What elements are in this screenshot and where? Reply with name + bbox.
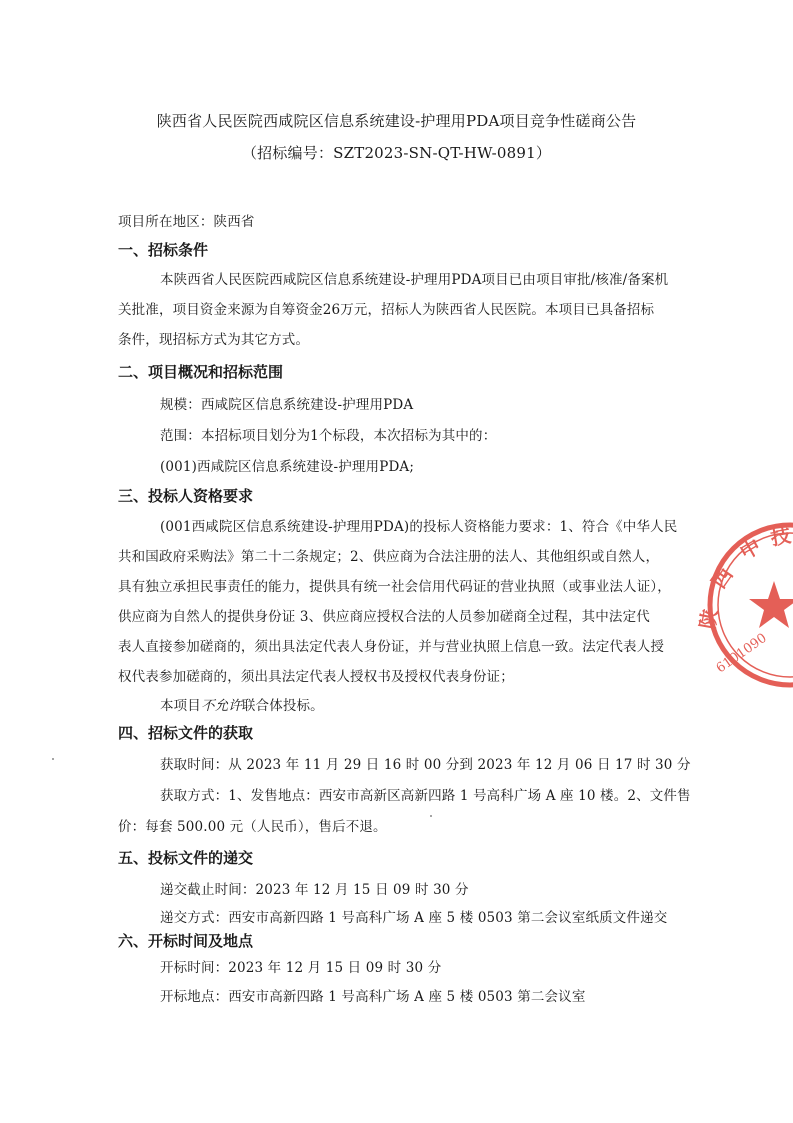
- section-6-time: 开标时间：2023 年 12 月 15 日 09 时 30 分: [160, 960, 442, 976]
- consortium-not-allowed: 不允许: [200, 698, 242, 714]
- section-6-place: 开标地点：西安市高新四路 1 号高科广场 A 座 5 楼 0503 第二会议室: [160, 989, 586, 1005]
- section-3-line-6: 权代表参加磋商的，须出具法定代表人授权书及授权代表身份证；: [118, 669, 514, 685]
- svg-text:中: 中: [735, 533, 765, 565]
- section-3-line-3: 具有独立承担民事责任的能力，提供具有统一社会信用代码证的营业执照（或事业法人证），: [118, 579, 671, 595]
- svg-text:技: 技: [768, 522, 793, 550]
- consortium-prefix: 本项目: [160, 698, 201, 714]
- section-2-scale: 规模：西咸院区信息系统建设-护理用PDA: [160, 397, 414, 413]
- section-4-method-1: 获取方式：1、发售地点：西安市高新区高新四路 1 号高科广场 A 座 10 楼。2、文件售: [160, 788, 691, 804]
- section-1-line-1: 本陕西省人民医院西咸院区信息系统建设-护理用PDA项目已由项目审批/核准/备案机: [160, 272, 669, 288]
- section-3-line-1: (001西咸院区信息系统建设-护理用PDA)的投标人资格能力要求：1、符合《中华人民: [160, 519, 678, 535]
- section-5-method: 递交方式：西安市高新四路 1 号高科广场 A 座 5 楼 0503 第二会议室纸质文件递交: [160, 910, 668, 926]
- section-2-scope: 范围：本招标项目划分为1个标段，本次招标为其中的：: [160, 428, 497, 444]
- section-3-line-4: 供应商为自然人的提供身份证 3、供应商应授权合法的人员参加磋商全过程，其中法定代: [118, 609, 650, 625]
- section-4-method-2: 价：每套 500.00 元（人民币），售后不退。: [118, 819, 387, 835]
- scan-speck: [52, 758, 54, 760]
- section-heading-6: 六、开标时间及地点: [118, 932, 254, 950]
- tender-number: （招标编号：SZT2023-SN-QT-HW-0891）: [241, 144, 552, 162]
- section-1-line-2: 关批准，项目资金来源为自筹资金26万元，招标人为陕西省人民医院。本项目已具备招标: [118, 302, 655, 318]
- svg-text:西: 西: [706, 562, 738, 593]
- scan-speck: [430, 815, 432, 817]
- section-heading-1: 一、招标条件: [118, 241, 209, 259]
- section-1-line-3: 条件，现招标方式为其它方式。: [118, 332, 310, 348]
- consortium-suffix: 联合体投标。: [241, 698, 324, 714]
- section-heading-3: 三、投标人资格要求: [118, 487, 254, 505]
- section-heading-2: 二、项目概况和招标范围: [118, 363, 284, 381]
- consortium-line: [160, 694, 324, 714]
- section-3-line-2: 共和国政府采购法》第二十二条规定；2、供应商为合法注册的法人、其他组织或自然人，: [118, 549, 660, 565]
- section-2-lot: (001)西咸院区信息系统建设-护理用PDA;: [160, 459, 415, 475]
- section-3-line-5: 表人直接参加磋商的，须出具法定代表人身份证，并与营业执照上信息一致。法定代表人授: [118, 639, 664, 655]
- section-5-deadline: 递交截止时间：2023 年 12 月 15 日 09 时 30 分: [160, 882, 469, 898]
- section-4-time: 获取时间：从 2023 年 11 月 29 日 16 时 00 分到 2023 年 12 月 06 日 17 时 30 分: [160, 757, 691, 773]
- document-title: 陕西省人民医院西咸院区信息系统建设-护理用PDA项目竞争性磋商公告: [156, 112, 637, 130]
- svg-text:陕: 陕: [695, 607, 723, 631]
- svg-text:6101090: 6101090: [713, 630, 770, 677]
- company-seal: [695, 515, 793, 695]
- section-heading-5: 五、投标文件的递交: [118, 849, 254, 867]
- project-region: 项目所在地区：陕西省: [118, 214, 255, 230]
- section-heading-4: 四、招标文件的获取: [118, 724, 254, 742]
